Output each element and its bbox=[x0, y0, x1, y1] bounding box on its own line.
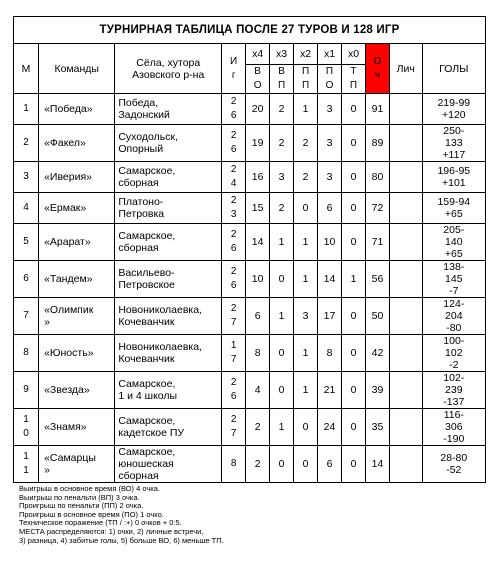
cell-place: 2 bbox=[14, 125, 39, 162]
cell-pp: 1 bbox=[294, 94, 318, 125]
cell-vp: 1 bbox=[270, 409, 294, 446]
cell-personal bbox=[389, 224, 422, 261]
cell-tp: 0 bbox=[342, 446, 366, 483]
header-games: И г bbox=[222, 44, 246, 94]
cell-place: 1 0 bbox=[14, 409, 39, 446]
cell-vp: 2 bbox=[270, 125, 294, 162]
cell-goals: 159-94 +65 bbox=[422, 193, 485, 224]
cell-vo: 2 bbox=[246, 409, 270, 446]
cell-personal bbox=[389, 193, 422, 224]
cell-personal bbox=[389, 335, 422, 372]
cell-goals: 100- 102 -2 bbox=[422, 335, 485, 372]
table-row bbox=[14, 193, 486, 224]
cell-place: 3 bbox=[14, 162, 39, 193]
cell-goals: 138- 145 -7 bbox=[422, 261, 485, 298]
rules-note-line: Проигрыш в основное время (ПО) 1 очко. bbox=[19, 509, 164, 519]
cell-team: «Победа» bbox=[39, 94, 115, 125]
header-village: Сёла, хутора Азовского р-на bbox=[115, 44, 222, 94]
cell-vo: 15 bbox=[246, 193, 270, 224]
cell-village: Платоно- Петровка bbox=[115, 193, 222, 224]
cell-po: 10 bbox=[318, 224, 342, 261]
cell-village: Самарское, сборная bbox=[115, 162, 222, 193]
cell-games: 8 bbox=[222, 446, 246, 483]
cell-points: 35 bbox=[365, 409, 389, 446]
cell-tp: 0 bbox=[342, 193, 366, 224]
table-row bbox=[14, 335, 486, 372]
cell-goals: 102- 239 -137 bbox=[422, 372, 485, 409]
cell-vp: 2 bbox=[270, 94, 294, 125]
cell-goals: 124- 204 -80 bbox=[422, 298, 485, 335]
table-row bbox=[14, 298, 486, 335]
cell-village: Новониколаевка, Кочеванчик bbox=[115, 335, 222, 372]
cell-games: 2 7 bbox=[222, 409, 246, 446]
cell-vp: 0 bbox=[270, 261, 294, 298]
cell-pp: 2 bbox=[294, 162, 318, 193]
cell-personal bbox=[389, 298, 422, 335]
rules-note-line: Выигрыш в основное время (ВО) 4 очка. bbox=[19, 484, 160, 493]
cell-po: 17 bbox=[318, 298, 342, 335]
cell-place: 5 bbox=[14, 224, 39, 261]
cell-vo: 6 bbox=[246, 298, 270, 335]
cell-vo: 8 bbox=[246, 335, 270, 372]
cell-vo: 14 bbox=[246, 224, 270, 261]
header-x4: х4 bbox=[246, 44, 270, 65]
cell-village: Васильево- Петровское bbox=[115, 261, 222, 298]
cell-vp: 1 bbox=[270, 298, 294, 335]
cell-games: 2 6 bbox=[222, 125, 246, 162]
cell-points: 42 bbox=[365, 335, 389, 372]
cell-points: 71 bbox=[365, 224, 389, 261]
header-pp: П П bbox=[294, 65, 318, 94]
cell-personal bbox=[389, 94, 422, 125]
header-x0: х0 bbox=[342, 44, 366, 65]
cell-tp: 0 bbox=[342, 125, 366, 162]
cell-games: 2 6 bbox=[222, 372, 246, 409]
table-row bbox=[14, 261, 486, 298]
cell-games: 2 3 bbox=[222, 193, 246, 224]
cell-village: Самарское, кадетское ПУ bbox=[115, 409, 222, 446]
cell-village: Победа, Задонский bbox=[115, 94, 222, 125]
cell-goals: 116- 306 -190 bbox=[422, 409, 485, 446]
cell-vp: 0 bbox=[270, 446, 294, 483]
cell-place: 6 bbox=[14, 261, 39, 298]
table-row bbox=[14, 372, 486, 409]
cell-team: «Факел» bbox=[39, 125, 115, 162]
table-row bbox=[14, 162, 486, 193]
cell-place: 1 1 bbox=[14, 446, 39, 483]
cell-po: 24 bbox=[318, 409, 342, 446]
cell-games: 2 6 bbox=[222, 94, 246, 125]
cell-vp: 0 bbox=[270, 335, 294, 372]
cell-team: «Знамя» bbox=[39, 409, 115, 446]
table-row bbox=[14, 446, 486, 483]
cell-vp: 0 bbox=[270, 372, 294, 409]
cell-team: «Иверия» bbox=[39, 162, 115, 193]
cell-personal bbox=[389, 125, 422, 162]
cell-po: 3 bbox=[318, 125, 342, 162]
cell-personal bbox=[389, 446, 422, 483]
cell-points: 50 bbox=[365, 298, 389, 335]
cell-personal bbox=[389, 409, 422, 446]
cell-goals: 205- 140 +65 bbox=[422, 224, 485, 261]
cell-points: 39 bbox=[365, 372, 389, 409]
cell-points: 89 bbox=[365, 125, 389, 162]
cell-team: «Звезда» bbox=[39, 372, 115, 409]
header-points: О ч bbox=[365, 44, 389, 94]
rules-note-line: 3) разница, 4) забитые голы, 5) больше ВО, 6) меньше ТП. bbox=[19, 535, 224, 545]
cell-po: 14 bbox=[318, 261, 342, 298]
cell-po: 6 bbox=[318, 446, 342, 483]
cell-pp: 2 bbox=[294, 125, 318, 162]
cell-tp: 0 bbox=[342, 409, 366, 446]
cell-vo: 4 bbox=[246, 372, 270, 409]
cell-games: 2 7 bbox=[222, 298, 246, 335]
rules-notes bbox=[13, 485, 479, 545]
cell-points: 72 bbox=[365, 193, 389, 224]
cell-po: 3 bbox=[318, 94, 342, 125]
header-goals: ГОЛЫ bbox=[422, 44, 485, 94]
cell-place: 4 bbox=[14, 193, 39, 224]
cell-goals: 219-99 +120 bbox=[422, 94, 485, 125]
cell-games: 1 7 bbox=[222, 335, 246, 372]
cell-village: Самарское, юношеская сборная bbox=[115, 446, 222, 483]
cell-place: 9 bbox=[14, 372, 39, 409]
header-x1: х1 bbox=[318, 44, 342, 65]
cell-tp: 0 bbox=[342, 372, 366, 409]
cell-goals: 196-95 +101 bbox=[422, 162, 485, 193]
cell-points: 56 bbox=[365, 261, 389, 298]
header-place: М bbox=[14, 44, 39, 94]
cell-vp: 3 bbox=[270, 162, 294, 193]
cell-pp: 1 bbox=[294, 372, 318, 409]
header-team: Команды bbox=[39, 44, 115, 94]
cell-pp: 0 bbox=[294, 193, 318, 224]
rules-note-line: Проигрыш по пенальти (ПП) 2 очка. bbox=[19, 501, 144, 511]
rules-note-line: Техническое поражение (ТП / :+) 0 очков + 0:5. bbox=[19, 518, 182, 528]
cell-po: 6 bbox=[318, 193, 342, 224]
table-title: ТУРНИРНАЯ ТАБЛИЦА ПОСЛЕ 27 ТУРОВ И 128 ИГР bbox=[14, 17, 486, 44]
cell-village: Новониколаевка, Кочеванчик bbox=[115, 298, 222, 335]
cell-village: Самарское, сборная bbox=[115, 224, 222, 261]
cell-tp: 0 bbox=[342, 298, 366, 335]
cell-pp: 1 bbox=[294, 261, 318, 298]
cell-po: 8 bbox=[318, 335, 342, 372]
cell-vo: 16 bbox=[246, 162, 270, 193]
cell-team: «Тандем» bbox=[39, 261, 115, 298]
header-vp: В П bbox=[270, 65, 294, 94]
standings-sheet bbox=[13, 16, 486, 545]
header-po: П О bbox=[318, 65, 342, 94]
rules-note-line: Выигрыш по пенальти (ВП) 3 очка. bbox=[19, 492, 140, 502]
cell-team: «Арарат» bbox=[39, 224, 115, 261]
cell-points: 80 bbox=[365, 162, 389, 193]
cell-pp: 0 bbox=[294, 409, 318, 446]
header-tp: Т П bbox=[342, 65, 366, 94]
header-x3: х3 bbox=[270, 44, 294, 65]
table-row bbox=[14, 224, 486, 261]
cell-place: 7 bbox=[14, 298, 39, 335]
cell-pp: 0 bbox=[294, 446, 318, 483]
cell-tp: 0 bbox=[342, 224, 366, 261]
cell-goals: 250- 133 +117 bbox=[422, 125, 485, 162]
rules-note-line: МЕСТА распределяются: 1) очки, 2) личные встречи, bbox=[19, 526, 204, 536]
cell-games: 2 4 bbox=[222, 162, 246, 193]
table-row bbox=[14, 409, 486, 446]
cell-games: 2 6 bbox=[222, 261, 246, 298]
cell-vo: 20 bbox=[246, 94, 270, 125]
cell-vo: 10 bbox=[246, 261, 270, 298]
cell-village: Суходольск, Опорный bbox=[115, 125, 222, 162]
cell-vp: 1 bbox=[270, 224, 294, 261]
cell-team: «Самарцы » bbox=[39, 446, 115, 483]
cell-points: 91 bbox=[365, 94, 389, 125]
standings-table bbox=[13, 16, 486, 483]
cell-personal bbox=[389, 162, 422, 193]
cell-po: 3 bbox=[318, 162, 342, 193]
cell-tp: 1 bbox=[342, 261, 366, 298]
cell-team: «Ермак» bbox=[39, 193, 115, 224]
cell-personal bbox=[389, 372, 422, 409]
header-vo: В О bbox=[246, 65, 270, 94]
cell-vp: 2 bbox=[270, 193, 294, 224]
cell-place: 1 bbox=[14, 94, 39, 125]
cell-games: 2 6 bbox=[222, 224, 246, 261]
cell-personal bbox=[389, 261, 422, 298]
cell-goals: 28-80 -52 bbox=[422, 446, 485, 483]
cell-tp: 0 bbox=[342, 94, 366, 125]
cell-vo: 2 bbox=[246, 446, 270, 483]
cell-pp: 3 bbox=[294, 298, 318, 335]
cell-team: «Олимпик » bbox=[39, 298, 115, 335]
cell-points: 14 bbox=[365, 446, 389, 483]
table-row bbox=[14, 125, 486, 162]
cell-tp: 0 bbox=[342, 335, 366, 372]
table-row bbox=[14, 94, 486, 125]
cell-pp: 1 bbox=[294, 224, 318, 261]
cell-tp: 0 bbox=[342, 162, 366, 193]
cell-village: Самарское, 1 и 4 школы bbox=[115, 372, 222, 409]
cell-team: «Юность» bbox=[39, 335, 115, 372]
cell-pp: 1 bbox=[294, 335, 318, 372]
header-x2: х2 bbox=[294, 44, 318, 65]
cell-vo: 19 bbox=[246, 125, 270, 162]
header-personal: Лич bbox=[389, 44, 422, 94]
cell-po: 21 bbox=[318, 372, 342, 409]
cell-place: 8 bbox=[14, 335, 39, 372]
